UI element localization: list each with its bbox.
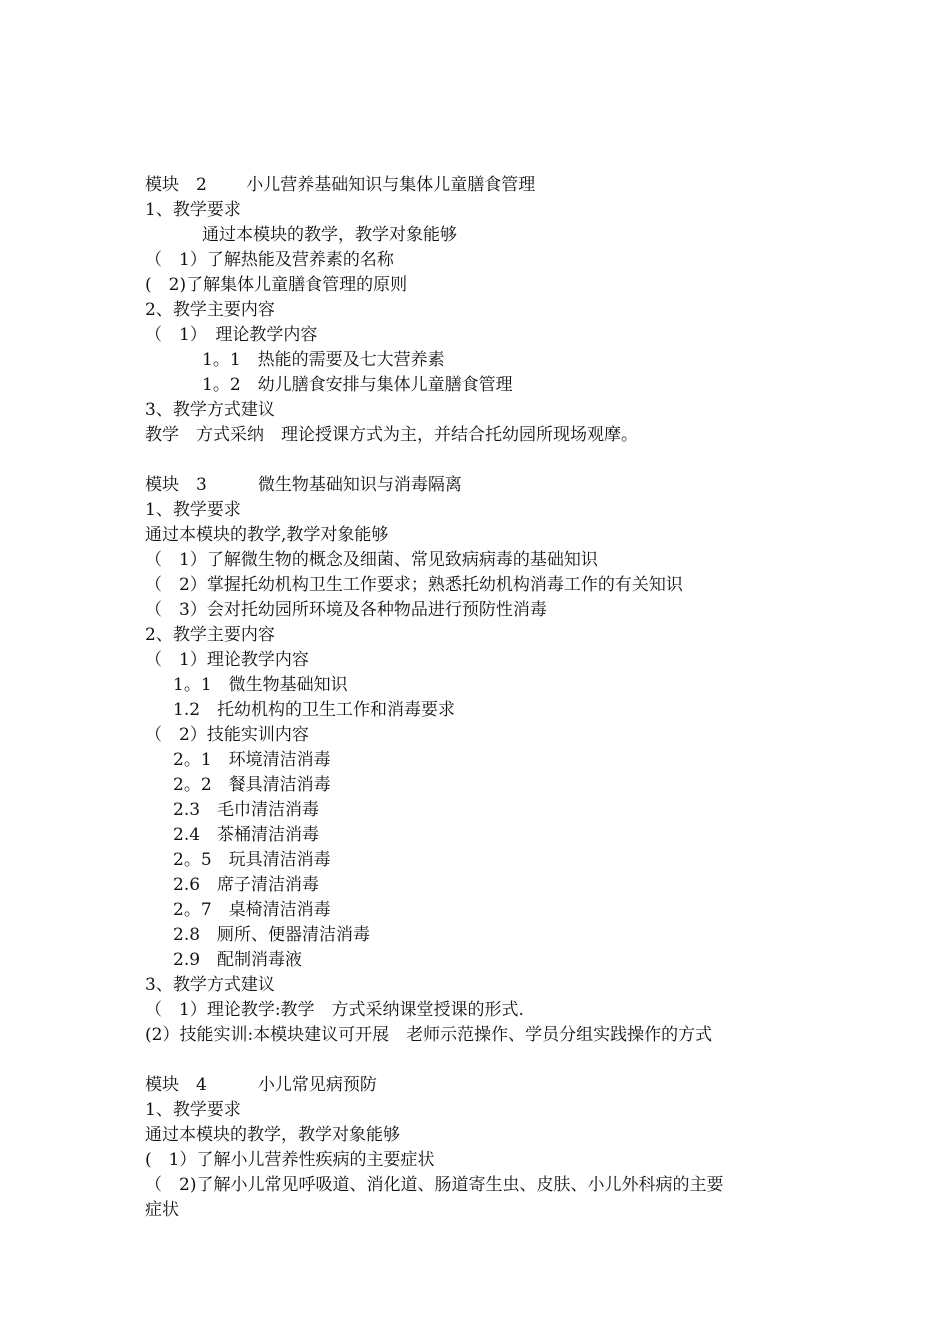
module-4-title: 模块 4 小儿常见病预防 bbox=[145, 1075, 377, 1095]
module-3-theory-item-2: 1.2 托幼机构的卫生工作和消毒要求 bbox=[173, 700, 456, 720]
module-4-requirement-1: ( 1）了解小儿营养性疾病的主要症状 bbox=[145, 1150, 435, 1170]
module-3-requirement-3: （ 3）会对托幼园所环境及各种物品进行预防性消毒 bbox=[145, 600, 547, 620]
module-3-method-1: （ 1）理论教学:教学 方式采纳课堂授课的形式. bbox=[145, 1000, 524, 1020]
module-4-requirement-2: （ 2)了解小儿常见呼吸道、消化道、肠道寄生虫、皮肤、小儿外科病的主要 bbox=[145, 1175, 724, 1195]
module-3-skill-item: 2.3 毛巾清洁消毒 bbox=[173, 800, 320, 820]
module-3-content-heading: 2、教学主要内容 bbox=[145, 625, 275, 645]
module-4-requirements-heading: 1、教学要求 bbox=[145, 1100, 241, 1120]
module-3-skill-item: 2.4 茶桶清洁消毒 bbox=[173, 825, 320, 845]
module-3-skill-item: 2。5 玩具清洁消毒 bbox=[173, 850, 331, 870]
module-3-requirements-heading: 1、教学要求 bbox=[145, 500, 241, 520]
module-2-requirement-2: ( 2)了解集体儿童膳食管理的原则 bbox=[145, 275, 408, 295]
module-2-content-heading: 2、教学主要内容 bbox=[145, 300, 275, 320]
spacer bbox=[145, 448, 825, 473]
module-3-theory-item-1: 1。1 微生物基础知识 bbox=[173, 675, 348, 695]
module-3-skill-item: 2.8 厕所、便器清洁消毒 bbox=[173, 925, 371, 945]
module-2-requirement-1: （ 1）了解热能及营养素的名称 bbox=[145, 250, 394, 270]
spacer bbox=[145, 1048, 825, 1073]
module-2-intro: 通过本模块的教学，教学对象能够 bbox=[202, 225, 457, 245]
module-4-intro: 通过本模块的教学，教学对象能够 bbox=[145, 1125, 400, 1145]
module-2-theory-item-1: 1。1 热能的需要及七大营养素 bbox=[202, 350, 445, 370]
module-3-skill-item: 2。7 桌椅清洁消毒 bbox=[173, 900, 331, 920]
module-2-theory-heading: （ 1） 理论教学内容 bbox=[145, 325, 318, 345]
module-3-intro: 通过本模块的教学,教学对象能够 bbox=[145, 525, 389, 545]
module-2-theory-item-2: 1。2 幼儿膳食安排与集体儿童膳食管理 bbox=[202, 375, 513, 395]
module-3-skill-item: 2.9 配制消毒液 bbox=[173, 950, 303, 970]
module-3-title: 模块 3 微生物基础知识与消毒隔离 bbox=[145, 475, 462, 495]
module-2-method: 教学 方式采纳 理论授课方式为主，并结合托幼园所现场观摩。 bbox=[145, 425, 638, 445]
module-3-skill-item: 2.6 席子清洁消毒 bbox=[173, 875, 320, 895]
module-2-method-heading: 3、教学方式建议 bbox=[145, 400, 275, 420]
module-3-theory-heading: （ 1）理论教学内容 bbox=[145, 650, 309, 670]
document-body bbox=[145, 173, 825, 1223]
module-3-method-heading: 3、教学方式建议 bbox=[145, 975, 275, 995]
module-2-requirements-heading: 1、教学要求 bbox=[145, 200, 241, 220]
module-4-requirement-2-continued: 症状 bbox=[145, 1200, 179, 1220]
module-3-skill-item: 2。1 环境清洁消毒 bbox=[173, 750, 331, 770]
module-3-skill-heading: （ 2）技能实训内容 bbox=[145, 725, 309, 745]
module-3-requirement-1: （ 1）了解微生物的概念及细菌、常见致病病毒的基础知识 bbox=[145, 550, 598, 570]
module-3-skill-item: 2。2 餐具清洁消毒 bbox=[173, 775, 331, 795]
module-2-title: 模块 2 小儿营养基础知识与集体儿童膳食管理 bbox=[145, 175, 536, 195]
module-3-requirement-2: （ 2）掌握托幼机构卫生工作要求；熟悉托幼机构消毒工作的有关知识 bbox=[145, 575, 683, 595]
module-3-method-2: (2）技能实训:本模块建议可开展 老师示范操作、学员分组实践操作的方式 bbox=[145, 1025, 713, 1045]
